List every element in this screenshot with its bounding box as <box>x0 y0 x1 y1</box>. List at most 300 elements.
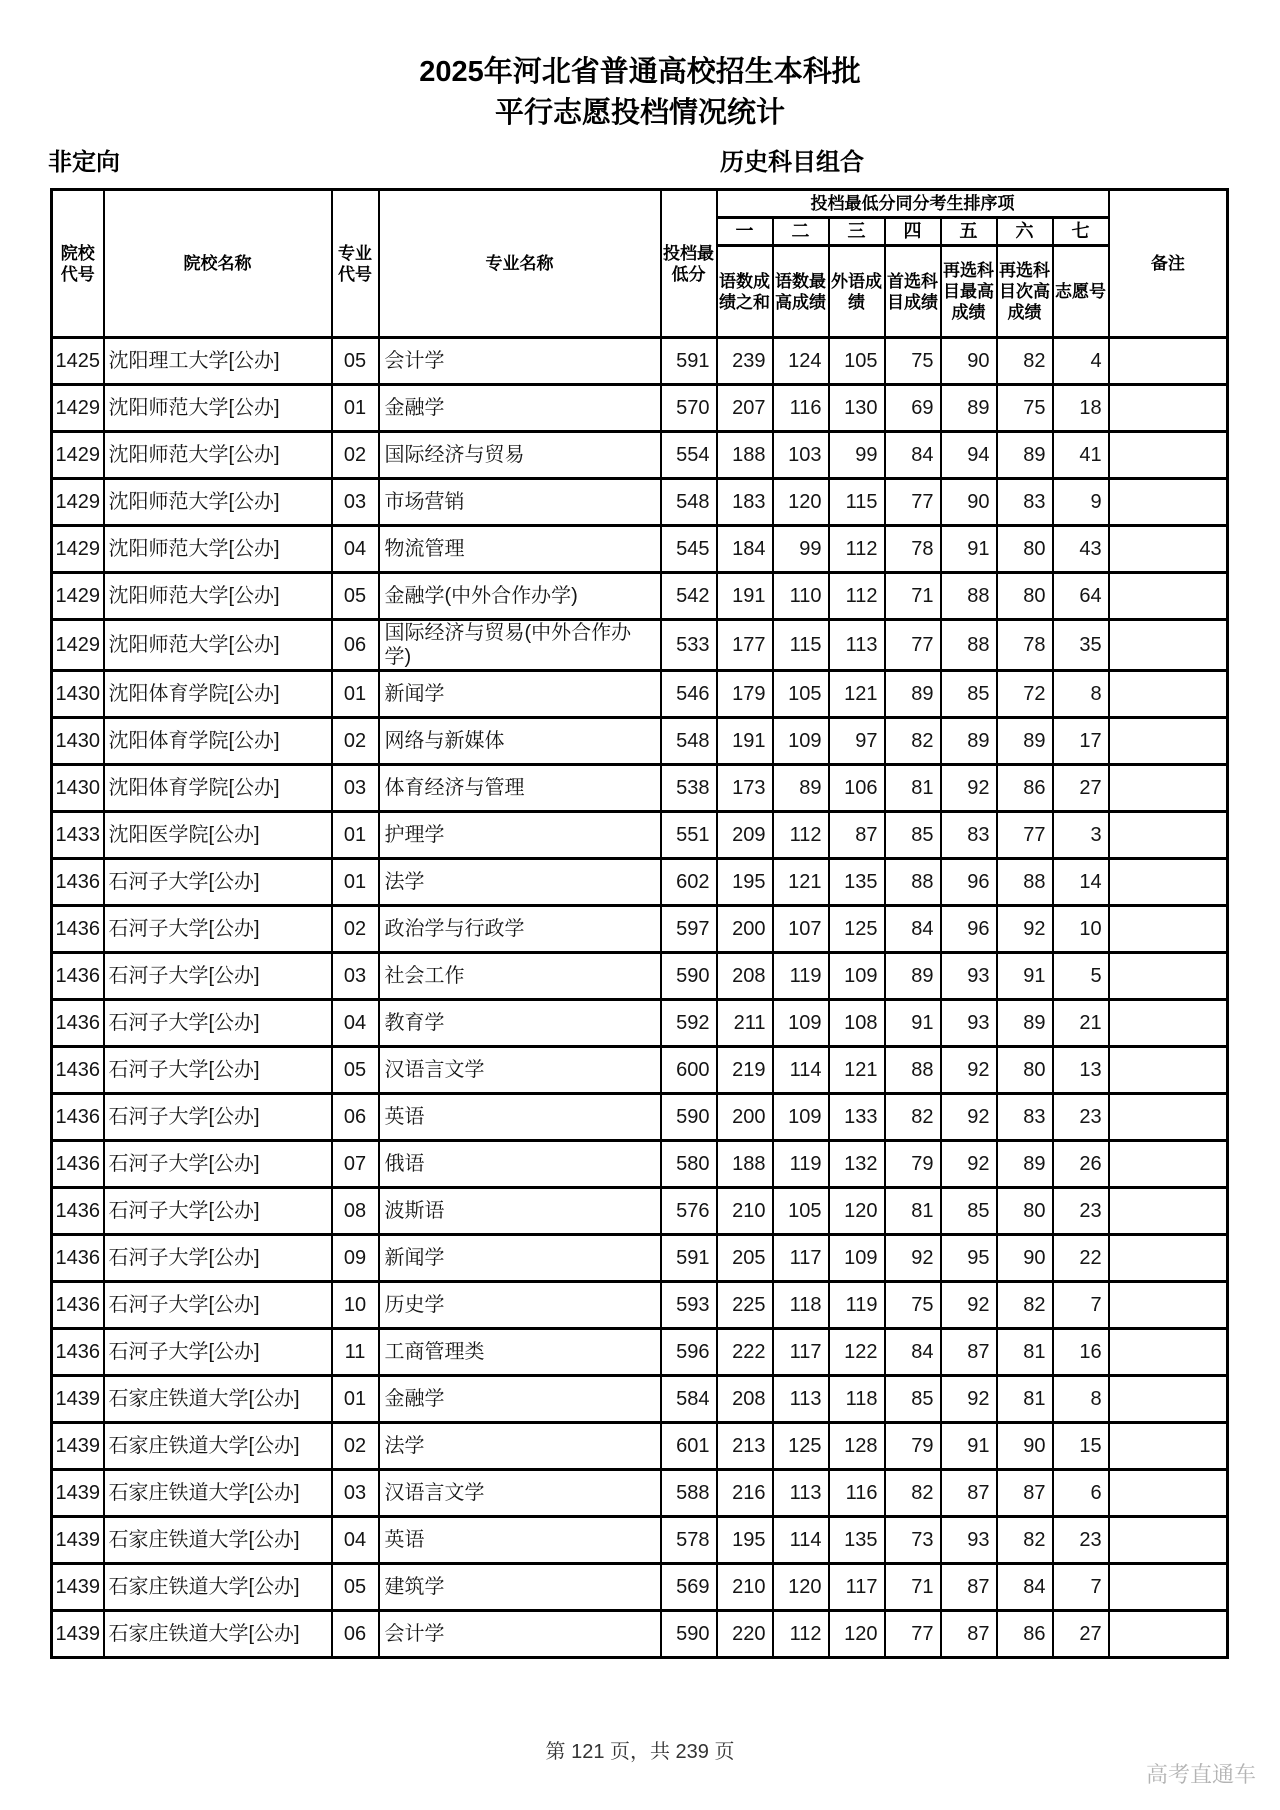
cell-tiebreak-1: 219 <box>717 1047 773 1094</box>
cell-major-name: 金融学 <box>379 1376 661 1423</box>
cell-tiebreak-5: 92 <box>941 1376 997 1423</box>
cell-tiebreak-4: 77 <box>885 1611 941 1658</box>
table-header <box>52 190 1228 338</box>
cell-college-code: 1436 <box>52 1282 104 1329</box>
cell-remark <box>1109 1141 1228 1188</box>
cell-min-score: 551 <box>661 812 717 859</box>
header-remark: 备注 <box>1109 190 1228 338</box>
table-row <box>52 1141 1228 1188</box>
cell-remark <box>1109 1094 1228 1141</box>
cell-tiebreak-4: 69 <box>885 385 941 432</box>
cell-min-score: 596 <box>661 1329 717 1376</box>
cell-tiebreak-3: 133 <box>829 1094 885 1141</box>
cell-major-name: 政治学与行政学 <box>379 906 661 953</box>
cell-major-code: 01 <box>332 859 379 906</box>
cell-tiebreak-2: 119 <box>773 1141 829 1188</box>
cell-tiebreak-2: 109 <box>773 1000 829 1047</box>
cell-tiebreak-6: 80 <box>997 1047 1053 1094</box>
table-row <box>52 1329 1228 1376</box>
header-min-score: 投档最低分 <box>661 190 717 338</box>
cell-college-name: 石河子大学[公办] <box>104 1282 332 1329</box>
cell-preference-no: 17 <box>1053 718 1109 765</box>
cell-tiebreak-3: 97 <box>829 718 885 765</box>
header-major-name: 专业名称 <box>379 190 661 338</box>
cell-major-name: 市场营销 <box>379 479 661 526</box>
cell-tiebreak-1: 239 <box>717 338 773 385</box>
cell-major-name: 英语 <box>379 1517 661 1564</box>
cell-tiebreak-2: 109 <box>773 1094 829 1141</box>
cell-college-code: 1439 <box>52 1611 104 1658</box>
cell-tiebreak-3: 99 <box>829 432 885 479</box>
header-tiebreak-num-2: 二 <box>773 218 829 246</box>
cell-tiebreak-4: 91 <box>885 1000 941 1047</box>
table-row <box>52 620 1228 671</box>
cell-college-name: 沈阳体育学院[公办] <box>104 671 332 718</box>
cell-tiebreak-4: 71 <box>885 1564 941 1611</box>
cell-remark <box>1109 1235 1228 1282</box>
cell-remark <box>1109 671 1228 718</box>
cell-tiebreak-1: 216 <box>717 1470 773 1517</box>
cell-tiebreak-1: 173 <box>717 765 773 812</box>
cell-major-code: 07 <box>332 1141 379 1188</box>
cell-tiebreak-3: 122 <box>829 1329 885 1376</box>
cell-min-score: 593 <box>661 1282 717 1329</box>
cell-college-code: 1429 <box>52 385 104 432</box>
cell-major-name: 英语 <box>379 1094 661 1141</box>
cell-major-code: 01 <box>332 385 379 432</box>
table-row <box>52 1611 1228 1658</box>
table-row <box>52 1376 1228 1423</box>
cell-college-name: 沈阳师范大学[公办] <box>104 385 332 432</box>
cell-major-code: 04 <box>332 526 379 573</box>
cell-major-name: 教育学 <box>379 1000 661 1047</box>
cell-min-score: 538 <box>661 765 717 812</box>
header-tiebreak-num-4: 四 <box>885 218 941 246</box>
cell-tiebreak-2: 105 <box>773 671 829 718</box>
cell-tiebreak-1: 188 <box>717 432 773 479</box>
cell-major-code: 05 <box>332 573 379 620</box>
cell-preference-no: 8 <box>1053 671 1109 718</box>
cell-tiebreak-1: 188 <box>717 1141 773 1188</box>
cell-major-name: 国际经济与贸易 <box>379 432 661 479</box>
cell-college-name: 石河子大学[公办] <box>104 1188 332 1235</box>
cell-tiebreak-6: 83 <box>997 479 1053 526</box>
cell-college-name: 沈阳师范大学[公办] <box>104 432 332 479</box>
cell-tiebreak-1: 225 <box>717 1282 773 1329</box>
cell-major-name: 汉语言文学 <box>379 1047 661 1094</box>
cell-remark <box>1109 620 1228 671</box>
cell-college-name: 沈阳师范大学[公办] <box>104 526 332 573</box>
cell-major-code: 01 <box>332 812 379 859</box>
cell-tiebreak-4: 75 <box>885 338 941 385</box>
cell-min-score: 590 <box>661 1611 717 1658</box>
cell-major-code: 05 <box>332 1047 379 1094</box>
table-row <box>52 338 1228 385</box>
cell-major-code: 10 <box>332 1282 379 1329</box>
cell-major-name: 汉语言文学 <box>379 1470 661 1517</box>
cell-major-code: 04 <box>332 1000 379 1047</box>
cell-tiebreak-5: 87 <box>941 1329 997 1376</box>
cell-remark <box>1109 1047 1228 1094</box>
cell-tiebreak-6: 81 <box>997 1329 1053 1376</box>
cell-tiebreak-5: 92 <box>941 765 997 812</box>
header-tiebreak-label-6: 再选科目次高成绩 <box>997 246 1053 338</box>
cell-major-name: 国际经济与贸易(中外合作办学) <box>379 620 661 671</box>
cell-remark <box>1109 1329 1228 1376</box>
cell-min-score: 554 <box>661 432 717 479</box>
cell-tiebreak-1: 191 <box>717 718 773 765</box>
cell-remark <box>1109 1423 1228 1470</box>
cell-major-code: 02 <box>332 906 379 953</box>
cell-remark <box>1109 1517 1228 1564</box>
cell-major-code: 06 <box>332 620 379 671</box>
cell-min-score: 590 <box>661 1094 717 1141</box>
cell-major-code: 09 <box>332 1235 379 1282</box>
cell-tiebreak-3: 125 <box>829 906 885 953</box>
cell-tiebreak-2: 124 <box>773 338 829 385</box>
cell-tiebreak-2: 119 <box>773 953 829 1000</box>
cell-tiebreak-4: 73 <box>885 1517 941 1564</box>
header-college-code: 院校代号 <box>52 190 104 338</box>
cell-tiebreak-5: 93 <box>941 1517 997 1564</box>
cell-tiebreak-4: 71 <box>885 573 941 620</box>
header-tiebreak-label-3: 外语成绩 <box>829 246 885 338</box>
cell-college-code: 1436 <box>52 1094 104 1141</box>
cell-tiebreak-5: 83 <box>941 812 997 859</box>
cell-min-score: 576 <box>661 1188 717 1235</box>
table-row <box>52 385 1228 432</box>
cell-tiebreak-4: 88 <box>885 1047 941 1094</box>
cell-tiebreak-5: 85 <box>941 1188 997 1235</box>
cell-tiebreak-4: 77 <box>885 620 941 671</box>
cell-tiebreak-6: 89 <box>997 718 1053 765</box>
cell-college-code: 1439 <box>52 1376 104 1423</box>
cell-tiebreak-4: 77 <box>885 479 941 526</box>
cell-preference-no: 43 <box>1053 526 1109 573</box>
cell-tiebreak-3: 119 <box>829 1282 885 1329</box>
cell-tiebreak-4: 75 <box>885 1282 941 1329</box>
cell-tiebreak-1: 200 <box>717 906 773 953</box>
cell-min-score: 590 <box>661 953 717 1000</box>
cell-college-code: 1429 <box>52 432 104 479</box>
cell-tiebreak-3: 120 <box>829 1611 885 1658</box>
cell-college-name: 沈阳师范大学[公办] <box>104 620 332 671</box>
cell-remark <box>1109 859 1228 906</box>
cell-tiebreak-5: 87 <box>941 1611 997 1658</box>
cell-tiebreak-4: 82 <box>885 718 941 765</box>
cell-college-code: 1439 <box>52 1423 104 1470</box>
header-tiebreak-num-7: 七 <box>1053 218 1109 246</box>
cell-remark <box>1109 432 1228 479</box>
cell-major-name: 社会工作 <box>379 953 661 1000</box>
cell-college-name: 沈阳理工大学[公办] <box>104 338 332 385</box>
cell-tiebreak-6: 82 <box>997 1517 1053 1564</box>
cell-tiebreak-3: 135 <box>829 1517 885 1564</box>
cell-preference-no: 27 <box>1053 1611 1109 1658</box>
section-row <box>0 142 1280 188</box>
table-row <box>52 765 1228 812</box>
cell-tiebreak-5: 92 <box>941 1094 997 1141</box>
cell-college-code: 1436 <box>52 953 104 1000</box>
cell-remark <box>1109 1564 1228 1611</box>
cell-tiebreak-4: 79 <box>885 1141 941 1188</box>
cell-major-code: 03 <box>332 1470 379 1517</box>
table-row <box>52 1423 1228 1470</box>
table-row <box>52 812 1228 859</box>
cell-tiebreak-5: 93 <box>941 1000 997 1047</box>
cell-tiebreak-1: 210 <box>717 1564 773 1611</box>
cell-preference-no: 23 <box>1053 1188 1109 1235</box>
table-row <box>52 573 1228 620</box>
table-row <box>52 906 1228 953</box>
cell-tiebreak-6: 80 <box>997 1188 1053 1235</box>
cell-college-code: 1439 <box>52 1564 104 1611</box>
cell-tiebreak-4: 84 <box>885 432 941 479</box>
document-title <box>0 0 1280 134</box>
table-row <box>52 526 1228 573</box>
cell-tiebreak-1: 222 <box>717 1329 773 1376</box>
cell-tiebreak-6: 92 <box>997 906 1053 953</box>
table-row <box>52 1282 1228 1329</box>
cell-tiebreak-3: 117 <box>829 1564 885 1611</box>
cell-major-name: 法学 <box>379 859 661 906</box>
table-row <box>52 479 1228 526</box>
cell-tiebreak-2: 120 <box>773 1564 829 1611</box>
cell-tiebreak-2: 113 <box>773 1470 829 1517</box>
table-row <box>52 718 1228 765</box>
cell-tiebreak-1: 205 <box>717 1235 773 1282</box>
cell-tiebreak-5: 94 <box>941 432 997 479</box>
cell-tiebreak-2: 112 <box>773 1611 829 1658</box>
section-label-subject-group: 历史科目组合 <box>720 149 864 176</box>
cell-tiebreak-5: 91 <box>941 526 997 573</box>
cell-tiebreak-4: 82 <box>885 1094 941 1141</box>
title-line-2: 平行志愿投档情况统计 <box>494 97 785 129</box>
cell-preference-no: 35 <box>1053 620 1109 671</box>
cell-major-name: 新闻学 <box>379 1235 661 1282</box>
cell-college-code: 1436 <box>52 1047 104 1094</box>
cell-college-name: 沈阳体育学院[公办] <box>104 718 332 765</box>
cell-college-code: 1429 <box>52 479 104 526</box>
cell-major-name: 物流管理 <box>379 526 661 573</box>
cell-remark <box>1109 1000 1228 1047</box>
table-row <box>52 1470 1228 1517</box>
cell-tiebreak-3: 121 <box>829 1047 885 1094</box>
cell-tiebreak-2: 114 <box>773 1047 829 1094</box>
cell-tiebreak-4: 84 <box>885 906 941 953</box>
cell-tiebreak-1: 195 <box>717 1517 773 1564</box>
header-tiebreak-num-5: 五 <box>941 218 997 246</box>
cell-tiebreak-2: 113 <box>773 1376 829 1423</box>
cell-tiebreak-3: 87 <box>829 812 885 859</box>
cell-tiebreak-6: 88 <box>997 859 1053 906</box>
cell-remark <box>1109 338 1228 385</box>
cell-min-score: 580 <box>661 1141 717 1188</box>
cell-college-code: 1430 <box>52 765 104 812</box>
cell-tiebreak-6: 80 <box>997 573 1053 620</box>
cell-tiebreak-6: 87 <box>997 1470 1053 1517</box>
header-major-code: 专业代号 <box>332 190 379 338</box>
admission-table <box>50 188 1229 1659</box>
cell-preference-no: 10 <box>1053 906 1109 953</box>
cell-min-score: 592 <box>661 1000 717 1047</box>
cell-college-name: 石家庄铁道大学[公办] <box>104 1423 332 1470</box>
cell-major-code: 03 <box>332 953 379 1000</box>
cell-min-score: 548 <box>661 479 717 526</box>
cell-tiebreak-5: 85 <box>941 671 997 718</box>
cell-college-code: 1436 <box>52 1329 104 1376</box>
cell-college-code: 1429 <box>52 620 104 671</box>
cell-min-score: 578 <box>661 1517 717 1564</box>
cell-tiebreak-6: 78 <box>997 620 1053 671</box>
cell-preference-no: 4 <box>1053 338 1109 385</box>
table-row <box>52 1094 1228 1141</box>
cell-remark <box>1109 385 1228 432</box>
cell-min-score: 597 <box>661 906 717 953</box>
cell-major-name: 俄语 <box>379 1141 661 1188</box>
cell-tiebreak-4: 84 <box>885 1329 941 1376</box>
cell-tiebreak-3: 118 <box>829 1376 885 1423</box>
cell-preference-no: 13 <box>1053 1047 1109 1094</box>
cell-tiebreak-6: 72 <box>997 671 1053 718</box>
cell-major-name: 波斯语 <box>379 1188 661 1235</box>
cell-tiebreak-6: 89 <box>997 1141 1053 1188</box>
cell-tiebreak-5: 87 <box>941 1564 997 1611</box>
cell-tiebreak-5: 87 <box>941 1470 997 1517</box>
cell-college-name: 石家庄铁道大学[公办] <box>104 1517 332 1564</box>
cell-tiebreak-5: 88 <box>941 573 997 620</box>
cell-major-code: 02 <box>332 1423 379 1470</box>
cell-college-name: 石河子大学[公办] <box>104 906 332 953</box>
cell-tiebreak-2: 109 <box>773 718 829 765</box>
section-label-plan-type: 非定向 <box>48 149 120 176</box>
cell-tiebreak-2: 115 <box>773 620 829 671</box>
cell-tiebreak-4: 85 <box>885 812 941 859</box>
cell-major-code: 06 <box>332 1094 379 1141</box>
cell-major-code: 11 <box>332 1329 379 1376</box>
cell-college-name: 沈阳师范大学[公办] <box>104 479 332 526</box>
cell-tiebreak-1: 208 <box>717 953 773 1000</box>
cell-remark <box>1109 953 1228 1000</box>
cell-tiebreak-3: 132 <box>829 1141 885 1188</box>
cell-tiebreak-2: 105 <box>773 1188 829 1235</box>
table-row <box>52 1188 1228 1235</box>
header-tiebreak-num-3: 三 <box>829 218 885 246</box>
cell-college-code: 1436 <box>52 859 104 906</box>
cell-major-name: 新闻学 <box>379 671 661 718</box>
cell-major-name: 法学 <box>379 1423 661 1470</box>
table-row <box>52 1564 1228 1611</box>
cell-tiebreak-1: 179 <box>717 671 773 718</box>
cell-tiebreak-6: 89 <box>997 1000 1053 1047</box>
cell-tiebreak-3: 128 <box>829 1423 885 1470</box>
cell-major-code: 03 <box>332 479 379 526</box>
cell-tiebreak-6: 90 <box>997 1423 1053 1470</box>
cell-college-name: 石河子大学[公办] <box>104 1235 332 1282</box>
cell-tiebreak-4: 89 <box>885 953 941 1000</box>
cell-college-name: 石河子大学[公办] <box>104 1047 332 1094</box>
cell-tiebreak-2: 107 <box>773 906 829 953</box>
cell-tiebreak-3: 113 <box>829 620 885 671</box>
cell-tiebreak-1: 209 <box>717 812 773 859</box>
cell-college-name: 石河子大学[公办] <box>104 1141 332 1188</box>
cell-preference-no: 14 <box>1053 859 1109 906</box>
header-row-group <box>52 190 1228 218</box>
cell-tiebreak-5: 89 <box>941 718 997 765</box>
header-college-name: 院校名称 <box>104 190 332 338</box>
cell-tiebreak-6: 75 <box>997 385 1053 432</box>
cell-tiebreak-2: 89 <box>773 765 829 812</box>
cell-tiebreak-2: 121 <box>773 859 829 906</box>
cell-tiebreak-5: 90 <box>941 479 997 526</box>
cell-tiebreak-3: 112 <box>829 526 885 573</box>
cell-tiebreak-5: 92 <box>941 1282 997 1329</box>
table-row <box>52 671 1228 718</box>
cell-tiebreak-2: 125 <box>773 1423 829 1470</box>
cell-major-code: 01 <box>332 671 379 718</box>
cell-college-name: 石河子大学[公办] <box>104 859 332 906</box>
cell-college-code: 1436 <box>52 906 104 953</box>
cell-tiebreak-6: 82 <box>997 1282 1053 1329</box>
cell-college-code: 1439 <box>52 1517 104 1564</box>
cell-min-score: 545 <box>661 526 717 573</box>
cell-tiebreak-3: 112 <box>829 573 885 620</box>
cell-tiebreak-3: 120 <box>829 1188 885 1235</box>
cell-tiebreak-4: 88 <box>885 859 941 906</box>
cell-tiebreak-1: 220 <box>717 1611 773 1658</box>
cell-college-name: 石河子大学[公办] <box>104 953 332 1000</box>
header-tiebreak-group: 投档最低分同分考生排序项 <box>717 190 1109 218</box>
cell-preference-no: 64 <box>1053 573 1109 620</box>
cell-major-name: 金融学 <box>379 385 661 432</box>
cell-remark <box>1109 573 1228 620</box>
cell-college-code: 1425 <box>52 338 104 385</box>
header-tiebreak-label-2: 语数最高成绩 <box>773 246 829 338</box>
header-tiebreak-label-4: 首选科目成绩 <box>885 246 941 338</box>
cell-min-score: 570 <box>661 385 717 432</box>
cell-tiebreak-6: 89 <box>997 432 1053 479</box>
cell-tiebreak-6: 91 <box>997 953 1053 1000</box>
cell-college-name: 石家庄铁道大学[公办] <box>104 1470 332 1517</box>
cell-tiebreak-2: 110 <box>773 573 829 620</box>
table-body <box>52 338 1228 1658</box>
title-line-1: 2025年河北省普通高校招生本科批 <box>419 56 861 88</box>
cell-preference-no: 41 <box>1053 432 1109 479</box>
cell-tiebreak-3: 105 <box>829 338 885 385</box>
cell-tiebreak-1: 191 <box>717 573 773 620</box>
table-row <box>52 859 1228 906</box>
cell-preference-no: 8 <box>1053 1376 1109 1423</box>
cell-tiebreak-5: 90 <box>941 338 997 385</box>
cell-tiebreak-5: 89 <box>941 385 997 432</box>
cell-major-name: 护理学 <box>379 812 661 859</box>
cell-college-code: 1430 <box>52 718 104 765</box>
cell-college-name: 石河子大学[公办] <box>104 1000 332 1047</box>
cell-college-name: 石河子大学[公办] <box>104 1329 332 1376</box>
cell-tiebreak-1: 207 <box>717 385 773 432</box>
cell-preference-no: 23 <box>1053 1517 1109 1564</box>
cell-major-code: 06 <box>332 1611 379 1658</box>
cell-preference-no: 9 <box>1053 479 1109 526</box>
header-tiebreak-label-1: 语数成绩之和 <box>717 246 773 338</box>
cell-preference-no: 3 <box>1053 812 1109 859</box>
cell-tiebreak-1: 183 <box>717 479 773 526</box>
cell-college-code: 1430 <box>52 671 104 718</box>
cell-tiebreak-2: 116 <box>773 385 829 432</box>
cell-college-name: 沈阳体育学院[公办] <box>104 765 332 812</box>
cell-tiebreak-3: 109 <box>829 1235 885 1282</box>
header-tiebreak-num-1: 一 <box>717 218 773 246</box>
